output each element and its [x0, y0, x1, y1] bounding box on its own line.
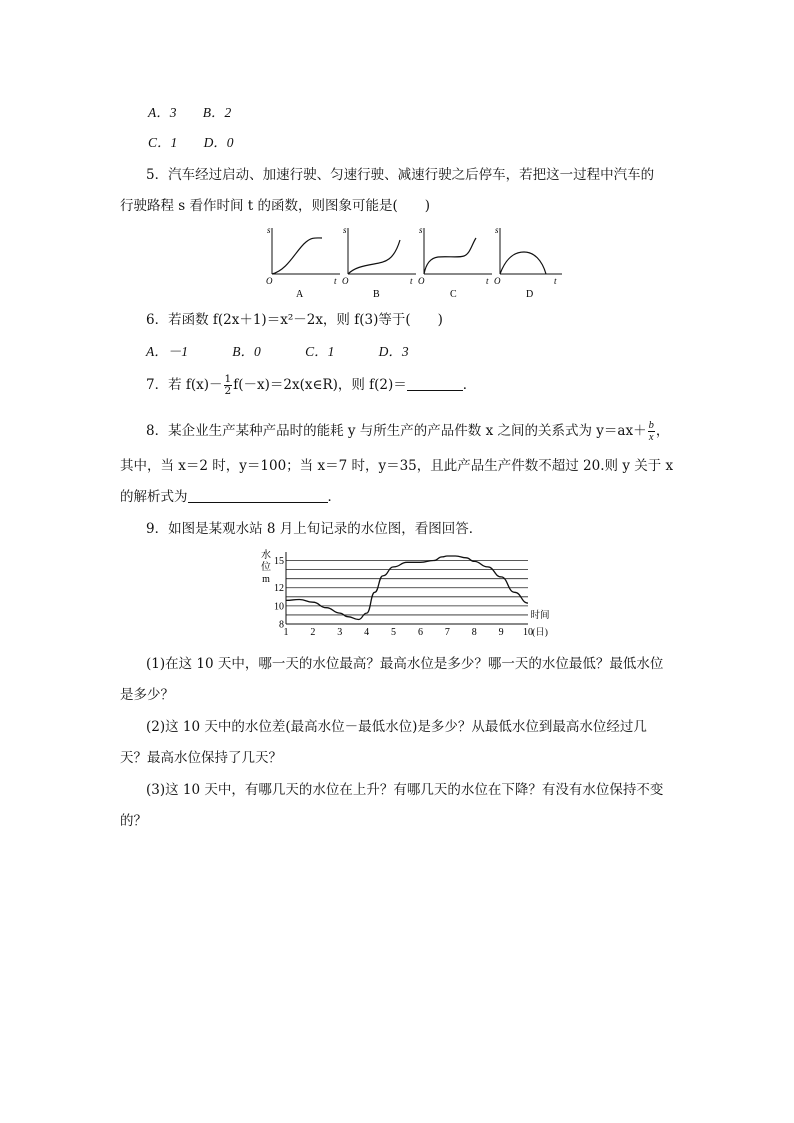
x-tick-label: 4 [364, 627, 370, 638]
q7-part1: 7．若 f(x)－ [146, 377, 223, 393]
q6-option-b: B．0 [232, 344, 261, 359]
q9-sub1-line1: (1)在这 10 天中，哪一天的水位最高？最高水位是多少？哪一天的水位最低？最低水位 [146, 656, 664, 672]
x-tick-label: 2 [310, 627, 316, 638]
y-axis-label-char: 水 [261, 550, 271, 561]
q5-d-origin: O [494, 276, 501, 286]
q5-graph-b [342, 225, 416, 300]
q5-d-axis-t: t [554, 276, 557, 286]
q5-d-axis-s: s [495, 225, 499, 235]
q4-option-c: C．1 [148, 135, 178, 150]
q5-graph-c [418, 225, 492, 300]
q4-option-a: A．3 [148, 105, 177, 120]
q8-stem-line1 [146, 418, 669, 444]
q5-b-axis-s: s [343, 225, 347, 235]
y-tick-label: 12 [274, 583, 284, 595]
q5-c-origin: O [418, 276, 425, 286]
water-level-chart [252, 546, 562, 640]
q5-stem-line2: 行驶路程 s 看作时间 t 的函数，则图象可能是( ) [120, 198, 431, 214]
x-tick-label: 10 [523, 627, 533, 638]
q6-option-a: A．－1 [146, 344, 188, 359]
q8-frac-den: x [648, 432, 654, 443]
x-axis-unit: (日) [532, 628, 548, 638]
q5-graph-b-label: B [373, 289, 380, 300]
q5-stem-line1: 5．汽车经过启动、加速行驶、匀速行驶、减速行驶之后停车，若把这一过程中汽车的 [146, 167, 655, 183]
q4-options-row1 [148, 104, 231, 122]
q5-c-axis-s: s [419, 225, 423, 235]
q9-sub2-line1: (2)这 10 天中的水位差(最高水位－最低水位)是多少？从最低水位到最高水位经过几 [146, 719, 647, 735]
q5-a-axis-t: t [334, 276, 337, 286]
q7-answer-blank[interactable] [407, 376, 463, 391]
q8-frac-num: b [648, 420, 654, 431]
q5-a-origin: O [266, 276, 273, 286]
q9-sub3-line1: (3)这 10 天中，有哪几天的水位在上升？有哪几天的水位在下降？有没有水位保持不变 [146, 782, 664, 798]
x-tick-label: 3 [337, 627, 343, 638]
q7-frac-den: 2 [224, 385, 232, 397]
q7-frac-num: 1 [224, 373, 232, 385]
q5-c-axis-t: t [486, 276, 489, 286]
y-tick-label: 10 [274, 601, 284, 613]
q5-graphs [258, 222, 568, 302]
q5-graph-a [266, 225, 340, 300]
q6-options [146, 343, 409, 361]
q4-option-d: D．0 [203, 135, 234, 150]
q9-sub2-line2: 天？最高水位保持了几天？ [120, 750, 282, 766]
x-axis-label: 时间 [530, 611, 550, 621]
q8-answer-blank[interactable] [188, 488, 328, 503]
x-tick-label: 1 [283, 627, 289, 638]
y-tick-label: 8 [279, 619, 284, 631]
q5-graph-d-label: D [526, 289, 534, 300]
q5-graph-c-label: C [450, 289, 457, 300]
q9-sub3-line2: 的？ [120, 813, 147, 829]
y-axis-label-char: 位 [261, 562, 271, 573]
q8-line3-text: 的解析式为 [120, 489, 188, 505]
q7-stem [146, 372, 476, 398]
x-tick-label: 8 [471, 627, 477, 638]
q8-line1-text: 8．某企业生产某种产品时的能耗 y 与所生产的产品件数 x 之间的关系式为 y＝ax＋ [146, 423, 647, 439]
q5-graph-a-label: A [296, 289, 304, 300]
q8-line1-end: ， [655, 423, 670, 439]
x-tick-label: 6 [417, 627, 423, 638]
q8-fraction [648, 420, 655, 443]
q6-option-c: C．1 [305, 344, 335, 359]
x-tick-label: 5 [391, 627, 397, 638]
q5-graph-d [494, 225, 562, 300]
q7-part2: f(－x)＝2x(x∈R)，则 f(2)＝ [233, 377, 407, 393]
q5-b-origin: O [342, 276, 349, 286]
q8-stem-line3 [120, 488, 341, 506]
q8-stem-line2: 其中，当 x＝2 时，y＝100；当 x＝7 时，y＝35，且此产品生产件数不超过 20.则 y 关于 x [120, 458, 674, 474]
q9-stem: 9．如图是某观水站 8 月上旬记录的水位图，看图回答． [146, 521, 483, 537]
y-tick-label: 15 [274, 556, 284, 568]
q7-fraction [224, 374, 233, 397]
q5-b-axis-t: t [410, 276, 413, 286]
x-tick-label: 7 [444, 627, 450, 638]
y-axis-label-char: m [262, 574, 270, 585]
q8-line3-end: ． [327, 489, 341, 505]
q7-end: ． [462, 377, 477, 393]
q6-stem: 6．若函数 f(2x＋1)＝x²－2x，则 f(3)等于( ) [146, 312, 443, 328]
x-tick-label: 9 [498, 627, 504, 638]
q4-options-row2 [148, 134, 234, 152]
q4-option-b: B．2 [202, 105, 232, 120]
q5-a-axis-s: s [267, 225, 271, 235]
q9-sub1-line2: 是多少？ [120, 687, 174, 703]
q6-option-d: D．3 [378, 344, 409, 359]
